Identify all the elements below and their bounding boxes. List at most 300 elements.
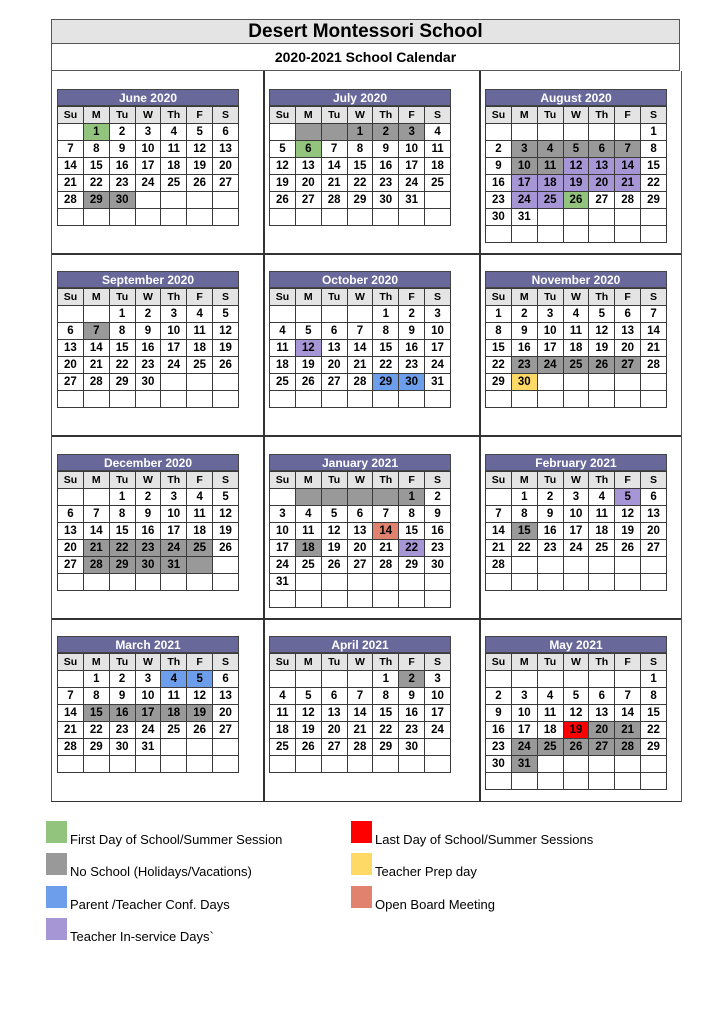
empty-day-cell	[58, 306, 84, 323]
day-cell: 27	[213, 722, 239, 739]
empty-day-cell	[187, 574, 213, 591]
day-cell: 22	[399, 540, 425, 557]
day-cell: 6	[213, 671, 239, 688]
week-row	[58, 688, 239, 705]
month-calendar	[485, 636, 667, 790]
day-cell: 13	[58, 340, 84, 357]
day-cell: 22	[641, 722, 667, 739]
day-cell: 16	[109, 705, 135, 722]
empty-day-cell	[615, 226, 641, 243]
day-cell: 19	[213, 523, 239, 540]
day-cell: 26	[295, 374, 321, 391]
day-cell: 20	[589, 175, 615, 192]
day-cell: 14	[615, 705, 641, 722]
empty-day-cell	[295, 756, 321, 773]
week-row	[58, 489, 239, 506]
day-cell: 20	[58, 357, 84, 374]
empty-day-cell	[58, 391, 84, 408]
day-cell: 6	[58, 323, 84, 340]
empty-day-cell	[486, 124, 512, 141]
day-cell: 18	[425, 158, 451, 175]
day-cell: 23	[109, 722, 135, 739]
day-cell: 14	[58, 705, 84, 722]
day-cell: 23	[135, 357, 161, 374]
day-cell: 22	[373, 357, 399, 374]
day-cell: 27	[347, 557, 373, 574]
empty-day-cell	[589, 557, 615, 574]
empty-day-cell	[295, 209, 321, 226]
day-cell: 12	[270, 158, 296, 175]
weekday-label: Tu	[321, 107, 347, 124]
legend-swatch-board-meeting	[351, 886, 372, 908]
week-row	[270, 506, 451, 523]
day-cell: 1	[511, 489, 537, 506]
day-cell: 5	[295, 688, 321, 705]
day-cell: 9	[135, 323, 161, 340]
week-row	[58, 739, 239, 756]
empty-day-cell	[295, 306, 321, 323]
empty-day-cell	[373, 756, 399, 773]
week-row	[58, 340, 239, 357]
week-row	[486, 489, 667, 506]
day-cell: 8	[373, 323, 399, 340]
day-cell: 15	[373, 340, 399, 357]
week-row	[58, 357, 239, 374]
day-cell: 16	[135, 340, 161, 357]
day-cell: 26	[270, 192, 296, 209]
day-cell: 7	[615, 141, 641, 158]
day-cell: 4	[270, 323, 296, 340]
weekday-label: Th	[373, 654, 399, 671]
month-title: August 2020	[485, 89, 667, 106]
empty-day-cell	[537, 773, 563, 790]
day-cell: 29	[399, 557, 425, 574]
day-cell: 28	[58, 192, 84, 209]
week-row	[270, 158, 451, 175]
day-cell: 4	[270, 688, 296, 705]
empty-day-cell	[563, 209, 589, 226]
day-cell: 24	[135, 175, 161, 192]
day-cell: 2	[511, 306, 537, 323]
week-row	[270, 671, 451, 688]
empty-day-cell	[347, 671, 373, 688]
day-cell: 5	[187, 671, 213, 688]
day-cell: 19	[187, 705, 213, 722]
week-row	[58, 209, 239, 226]
empty-day-cell	[135, 391, 161, 408]
day-cell: 7	[615, 688, 641, 705]
week-row	[270, 175, 451, 192]
week-row	[486, 124, 667, 141]
empty-day-cell	[563, 671, 589, 688]
day-cell: 17	[425, 340, 451, 357]
week-row	[486, 557, 667, 574]
day-cell: 13	[58, 523, 84, 540]
empty-day-cell	[425, 591, 451, 608]
weekday-label: S	[213, 107, 239, 124]
day-cell: 10	[270, 523, 296, 540]
month-days-table	[269, 471, 451, 608]
legend-swatch-inservice	[46, 918, 67, 940]
weekday-label: Tu	[109, 289, 135, 306]
month-days-table	[269, 106, 451, 226]
empty-day-cell	[615, 391, 641, 408]
empty-day-cell	[270, 124, 296, 141]
day-cell: 19	[270, 175, 296, 192]
day-cell: 26	[213, 540, 239, 557]
day-cell: 7	[321, 141, 347, 158]
month-days-table	[485, 288, 667, 408]
day-cell: 29	[373, 739, 399, 756]
day-cell: 25	[161, 722, 187, 739]
day-cell: 27	[58, 557, 84, 574]
empty-day-cell	[321, 489, 347, 506]
day-cell: 24	[399, 175, 425, 192]
weekday-label: Tu	[537, 107, 563, 124]
grid-divider-horizontal	[52, 253, 681, 255]
empty-day-cell	[187, 739, 213, 756]
weekday-header-row	[486, 654, 667, 671]
day-cell: 22	[109, 540, 135, 557]
empty-day-cell	[563, 226, 589, 243]
day-cell: 9	[425, 506, 451, 523]
day-cell: 16	[373, 158, 399, 175]
empty-day-cell	[295, 574, 321, 591]
empty-day-cell	[615, 374, 641, 391]
empty-day-cell	[321, 756, 347, 773]
day-cell: 8	[511, 506, 537, 523]
weekday-header-row	[58, 654, 239, 671]
day-cell: 21	[83, 357, 109, 374]
empty-day-cell	[161, 756, 187, 773]
day-cell: 5	[615, 489, 641, 506]
day-cell: 26	[589, 357, 615, 374]
day-cell: 27	[213, 175, 239, 192]
empty-day-cell	[321, 306, 347, 323]
weekday-label: Su	[486, 107, 512, 124]
day-cell: 22	[83, 175, 109, 192]
day-cell: 14	[347, 340, 373, 357]
day-cell: 15	[83, 158, 109, 175]
day-cell: 15	[373, 705, 399, 722]
empty-day-cell	[425, 209, 451, 226]
week-row	[270, 540, 451, 557]
week-row	[486, 688, 667, 705]
month-title: February 2021	[485, 454, 667, 471]
day-cell: 4	[537, 688, 563, 705]
weekday-header-row	[58, 289, 239, 306]
day-cell: 21	[321, 175, 347, 192]
day-cell: 30	[399, 739, 425, 756]
day-cell: 27	[589, 192, 615, 209]
week-row	[58, 705, 239, 722]
day-cell: 24	[161, 357, 187, 374]
day-cell: 21	[83, 540, 109, 557]
week-row	[270, 489, 451, 506]
empty-day-cell	[589, 773, 615, 790]
day-cell: 24	[425, 357, 451, 374]
weekday-label: Su	[486, 289, 512, 306]
weekday-label: M	[511, 472, 537, 489]
day-cell: 21	[373, 540, 399, 557]
day-cell: 30	[511, 374, 537, 391]
day-cell: 3	[135, 124, 161, 141]
empty-day-cell	[58, 489, 84, 506]
day-cell: 22	[109, 357, 135, 374]
empty-day-cell	[615, 209, 641, 226]
day-cell: 16	[486, 175, 512, 192]
legend-item-last-day	[351, 821, 594, 847]
day-cell: 24	[537, 357, 563, 374]
day-cell: 30	[109, 192, 135, 209]
week-row	[58, 391, 239, 408]
legend-item-no-school	[46, 853, 252, 879]
empty-day-cell	[641, 574, 667, 591]
day-cell: 23	[425, 540, 451, 557]
week-row	[486, 357, 667, 374]
day-cell: 12	[589, 323, 615, 340]
month-title: June 2020	[57, 89, 239, 106]
empty-day-cell	[373, 591, 399, 608]
day-cell: 14	[83, 340, 109, 357]
weekday-label: S	[425, 654, 451, 671]
day-cell: 12	[213, 506, 239, 523]
week-row	[486, 158, 667, 175]
day-cell: 15	[399, 523, 425, 540]
legend-label: First Day of School/Summer Session	[70, 832, 283, 847]
month-title: July 2020	[269, 89, 451, 106]
empty-day-cell	[321, 671, 347, 688]
weekday-label: W	[347, 472, 373, 489]
empty-day-cell	[641, 209, 667, 226]
empty-day-cell	[213, 374, 239, 391]
day-cell: 27	[321, 374, 347, 391]
day-cell: 30	[373, 192, 399, 209]
week-row	[58, 192, 239, 209]
day-cell: 5	[563, 141, 589, 158]
day-cell: 7	[373, 506, 399, 523]
day-cell: 20	[295, 175, 321, 192]
empty-day-cell	[270, 489, 296, 506]
empty-day-cell	[373, 489, 399, 506]
weekday-label: M	[295, 107, 321, 124]
weekday-label: W	[563, 289, 589, 306]
legend-item-board-meeting	[351, 886, 495, 912]
empty-day-cell	[109, 574, 135, 591]
day-cell: 24	[425, 722, 451, 739]
week-row	[58, 574, 239, 591]
grid-divider-horizontal	[52, 618, 681, 620]
day-cell: 23	[537, 540, 563, 557]
weekday-label: Tu	[109, 107, 135, 124]
day-cell: 21	[641, 340, 667, 357]
weekday-label: M	[295, 472, 321, 489]
empty-day-cell	[641, 557, 667, 574]
empty-day-cell	[373, 209, 399, 226]
empty-day-cell	[563, 557, 589, 574]
empty-day-cell	[615, 773, 641, 790]
empty-day-cell	[537, 391, 563, 408]
empty-day-cell	[295, 489, 321, 506]
day-cell: 6	[58, 506, 84, 523]
day-cell: 14	[486, 523, 512, 540]
day-cell: 23	[511, 357, 537, 374]
legend-item-conference	[46, 886, 230, 912]
weekday-label: F	[187, 654, 213, 671]
weekday-label: F	[615, 472, 641, 489]
month-calendar	[485, 454, 667, 591]
week-row	[270, 574, 451, 591]
empty-day-cell	[486, 773, 512, 790]
day-cell: 10	[399, 141, 425, 158]
day-cell: 17	[270, 540, 296, 557]
day-cell: 14	[641, 323, 667, 340]
empty-day-cell	[58, 756, 84, 773]
empty-day-cell	[83, 574, 109, 591]
day-cell: 25	[425, 175, 451, 192]
day-cell: 23	[486, 739, 512, 756]
day-cell: 12	[321, 523, 347, 540]
day-cell: 24	[135, 722, 161, 739]
day-cell: 31	[425, 374, 451, 391]
day-cell: 30	[109, 739, 135, 756]
day-cell: 22	[347, 175, 373, 192]
empty-day-cell	[187, 391, 213, 408]
empty-day-cell	[270, 209, 296, 226]
day-cell: 7	[58, 688, 84, 705]
day-cell: 7	[58, 141, 84, 158]
weekday-label: Th	[589, 107, 615, 124]
day-cell: 13	[213, 688, 239, 705]
legend-swatch-last-day	[351, 821, 372, 843]
weekday-label: W	[347, 654, 373, 671]
day-cell: 25	[537, 739, 563, 756]
week-row	[58, 523, 239, 540]
legend-swatch-no-school	[46, 853, 67, 875]
day-cell: 28	[58, 739, 84, 756]
day-cell: 10	[425, 688, 451, 705]
weekday-label: Tu	[109, 472, 135, 489]
day-cell: 3	[161, 306, 187, 323]
day-cell: 8	[83, 141, 109, 158]
calendar-title: 2020-2021 School Calendar	[51, 44, 680, 71]
month-days-table	[57, 653, 239, 773]
week-row	[486, 739, 667, 756]
day-cell: 16	[135, 523, 161, 540]
day-cell: 23	[373, 175, 399, 192]
weekday-label: Th	[373, 107, 399, 124]
empty-day-cell	[213, 391, 239, 408]
empty-day-cell	[563, 391, 589, 408]
empty-day-cell	[161, 574, 187, 591]
day-cell: 18	[295, 540, 321, 557]
weekday-label: W	[563, 654, 589, 671]
day-cell: 6	[321, 688, 347, 705]
weekday-label: W	[135, 289, 161, 306]
day-cell: 19	[589, 340, 615, 357]
empty-day-cell	[486, 226, 512, 243]
day-cell: 27	[321, 739, 347, 756]
day-cell: 17	[563, 523, 589, 540]
day-cell: 8	[109, 323, 135, 340]
weekday-label: F	[399, 472, 425, 489]
empty-day-cell	[109, 756, 135, 773]
day-cell: 30	[486, 209, 512, 226]
day-cell: 26	[563, 739, 589, 756]
empty-day-cell	[589, 226, 615, 243]
weekday-label: Su	[486, 654, 512, 671]
empty-day-cell	[135, 192, 161, 209]
weekday-label: S	[213, 654, 239, 671]
day-cell: 10	[161, 506, 187, 523]
empty-day-cell	[641, 391, 667, 408]
empty-day-cell	[83, 489, 109, 506]
empty-day-cell	[373, 574, 399, 591]
month-title: January 2021	[269, 454, 451, 471]
day-cell: 22	[641, 175, 667, 192]
day-cell: 16	[109, 158, 135, 175]
day-cell: 15	[511, 523, 537, 540]
day-cell: 14	[347, 705, 373, 722]
weekday-label: W	[563, 472, 589, 489]
day-cell: 6	[589, 688, 615, 705]
week-row	[58, 306, 239, 323]
day-cell: 20	[641, 523, 667, 540]
day-cell: 22	[486, 357, 512, 374]
legend-label: Teacher In-service Days`	[70, 929, 214, 944]
day-cell: 19	[295, 722, 321, 739]
day-cell: 7	[83, 323, 109, 340]
day-cell: 26	[213, 357, 239, 374]
day-cell: 21	[347, 722, 373, 739]
weekday-label: Th	[589, 472, 615, 489]
day-cell: 6	[321, 323, 347, 340]
day-cell: 13	[615, 323, 641, 340]
day-cell: 18	[161, 158, 187, 175]
week-row	[58, 374, 239, 391]
empty-day-cell	[511, 391, 537, 408]
day-cell: 12	[295, 340, 321, 357]
week-row	[270, 722, 451, 739]
month-days-table	[57, 471, 239, 591]
weekday-label: Tu	[537, 654, 563, 671]
weekday-label: W	[135, 472, 161, 489]
day-cell: 8	[373, 688, 399, 705]
weekday-header-row	[270, 107, 451, 124]
week-row	[270, 688, 451, 705]
weekday-label: Th	[373, 289, 399, 306]
weekday-label: Th	[589, 289, 615, 306]
week-row	[58, 756, 239, 773]
empty-day-cell	[270, 591, 296, 608]
month-calendar	[485, 89, 667, 243]
empty-day-cell	[187, 192, 213, 209]
weekday-label: M	[83, 654, 109, 671]
week-row	[58, 671, 239, 688]
day-cell: 4	[161, 124, 187, 141]
day-cell: 18	[563, 340, 589, 357]
day-cell: 11	[161, 141, 187, 158]
day-cell: 25	[161, 175, 187, 192]
week-row	[486, 391, 667, 408]
empty-day-cell	[486, 489, 512, 506]
day-cell: 29	[83, 739, 109, 756]
weekday-header-row	[270, 472, 451, 489]
month-title: December 2020	[57, 454, 239, 471]
day-cell: 9	[486, 705, 512, 722]
week-row	[270, 591, 451, 608]
day-cell: 24	[161, 540, 187, 557]
